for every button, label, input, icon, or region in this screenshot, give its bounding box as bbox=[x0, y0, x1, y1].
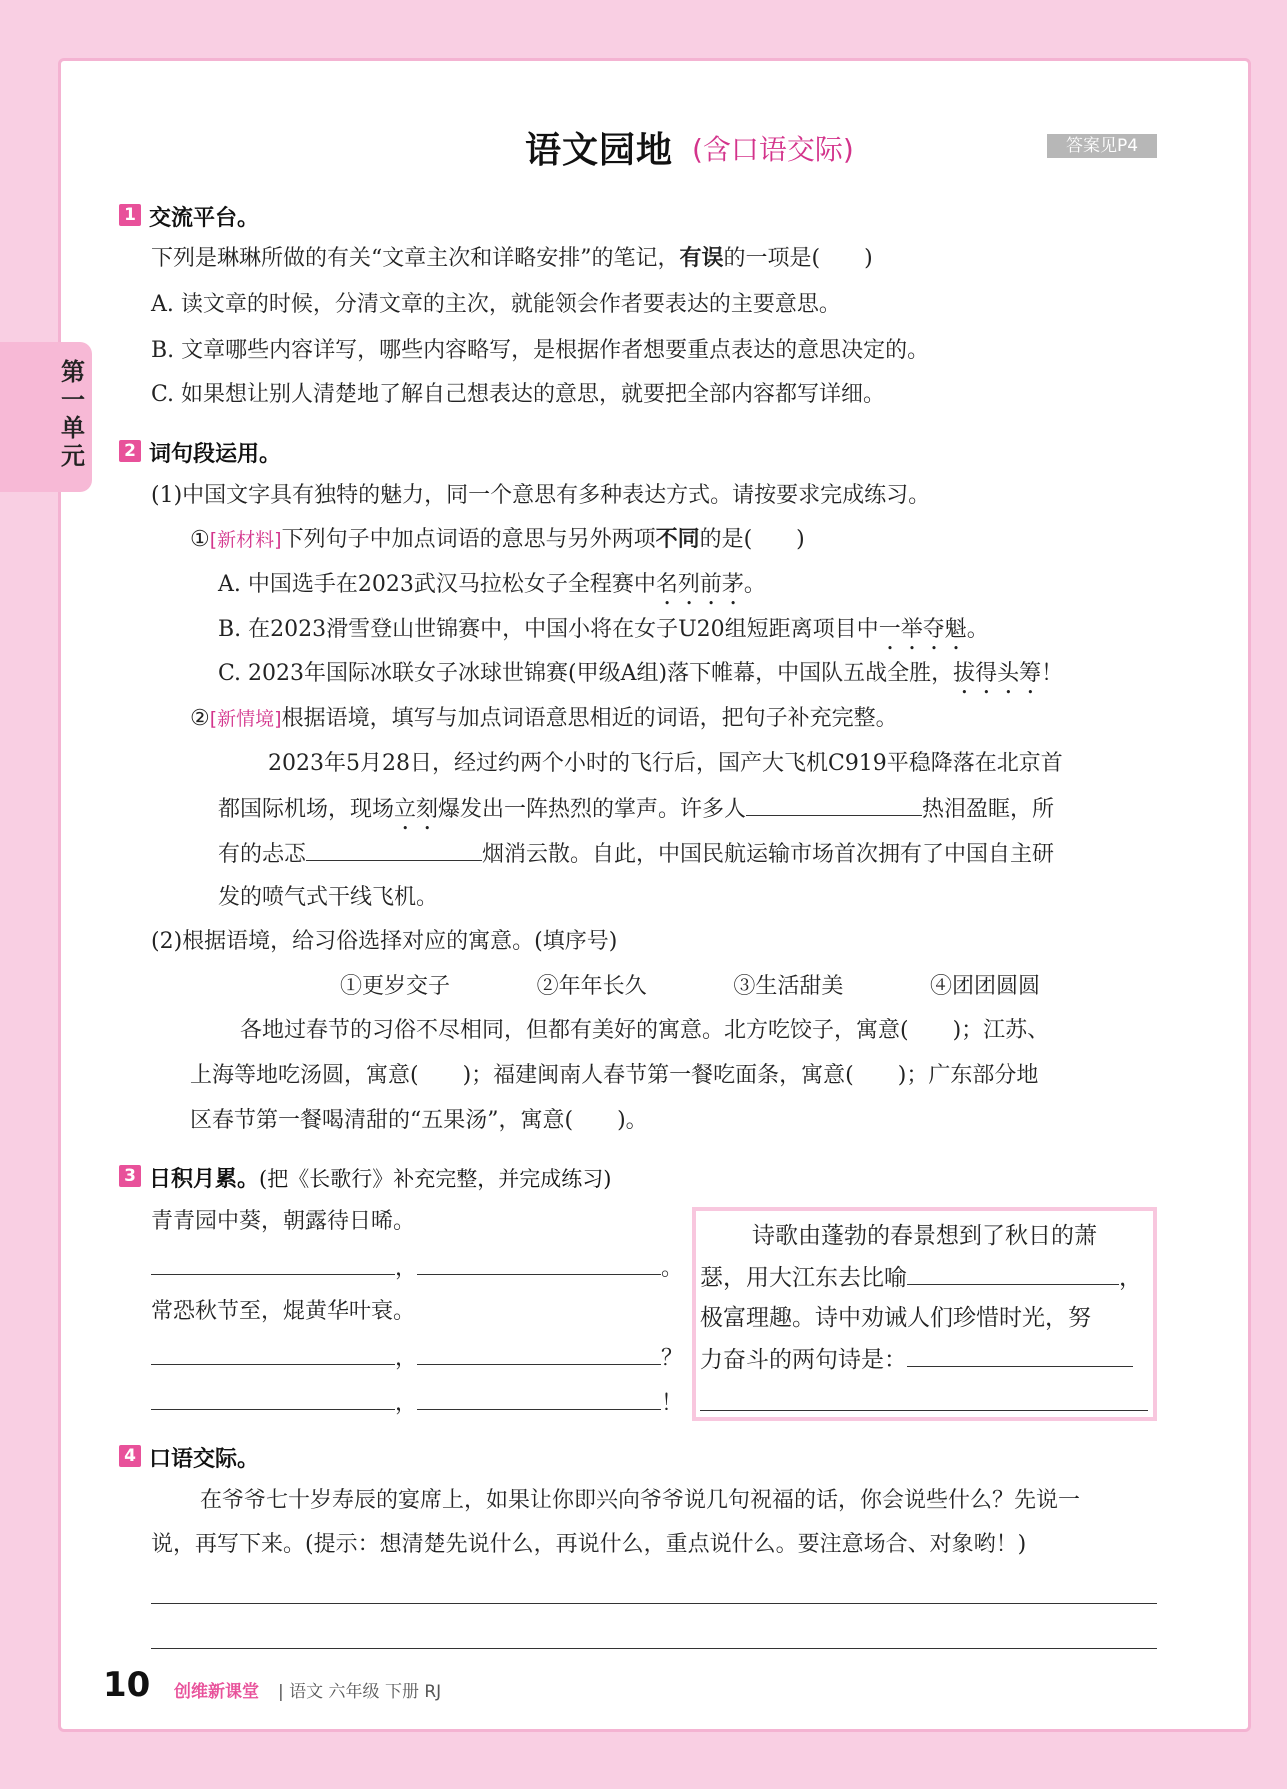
answer-blank[interactable] bbox=[907, 1344, 1133, 1367]
option-c: C. 如果想让别人清楚地了解自己想表达的意思，就要把全部内容都写详细。 bbox=[151, 382, 886, 407]
poem-line-3: 常恐秋节至，焜黄华叶衰。 bbox=[151, 1299, 416, 1324]
sub-option-b: B. 在2023滑雪登山世锦赛中，中国小将在女子U20组短距离项目中一举夺魁。 bbox=[218, 617, 989, 642]
customs-line-1: 各地过春节的习俗不尽相同，但都有美好的寓意。北方吃饺子，寓意( )；江苏、 bbox=[240, 1018, 1050, 1043]
question-number-badge: 2 bbox=[119, 440, 141, 462]
answer-reference-badge: 答案见P4 bbox=[1047, 134, 1157, 158]
poem-blank-line-4: ， ？ bbox=[151, 1342, 683, 1374]
box-line-2: 瑟，用大江东去比喻 ， bbox=[700, 1262, 1142, 1293]
part-2-intro: (2)根据语境，给习俗选择对应的寓意。(填序号) bbox=[151, 929, 618, 954]
page-title: 语文园地 bbox=[525, 130, 674, 171]
question-title: 交流平台。 bbox=[149, 206, 260, 231]
choice-item: ②年年长久 bbox=[536, 974, 647, 999]
page-subtitle: (含口语交际) bbox=[692, 133, 854, 166]
brand-name: 创维新课堂 bbox=[174, 1682, 259, 1702]
customs-line-2: 上海等地吃汤圆，寓意( )；福建闽南人春节第一餐吃面条，寓意( )；广东部分地 bbox=[190, 1063, 1039, 1088]
question-number-badge: 4 bbox=[119, 1445, 141, 1467]
sub-question-2: ②[新情境]根据语境，填写与加点词语意思相近的词语，把句子补充完整。 bbox=[190, 706, 898, 731]
passage-line-3: 有的忐忑 烟消云散。自此，中国民航运输市场首次拥有了中国自主研 bbox=[218, 838, 1054, 870]
passage-line-1: 2023年5月28日，经过约两个小时的飞行后，国产大飞机C919平稳降落在北京首 bbox=[268, 751, 1063, 776]
poem-blank-line-5: ， ！ bbox=[151, 1387, 683, 1419]
unit-side-tab-label: 第一单元 bbox=[61, 358, 85, 470]
poem-line-1: 青青园中葵，朝露待日晞。 bbox=[151, 1209, 416, 1234]
writing-line[interactable] bbox=[151, 1648, 1157, 1649]
passage-line-2: 都国际机场，现场立刻爆发出一阵热烈的掌声。许多人 热泪盈眶，所 bbox=[218, 793, 1054, 835]
customs-line-3: 区春节第一餐喝清甜的“五果汤”，寓意( )。 bbox=[190, 1108, 648, 1133]
question-title: 日积月累。(把《长歌行》补充完整，并完成练习) bbox=[149, 1167, 612, 1192]
box-answer-line[interactable] bbox=[700, 1410, 1148, 1411]
page-number: 10 bbox=[103, 1665, 151, 1705]
poem-blank-line-2: ， 。 bbox=[151, 1252, 683, 1284]
question-title: 词句段运用。 bbox=[149, 442, 282, 467]
question-stem: 下列是琳琳所做的有关“文章主次和详略安排”的笔记，有误的一项是( ) bbox=[151, 246, 873, 271]
option-a: A. 读文章的时候，分清文章的主次，就能领会作者要表达的主要意思。 bbox=[151, 292, 841, 317]
speaking-prompt-line-2: 说，再写下来。(提示：想清楚先说什么，再说什么，重点说什么。要注意场合、对象哟！) bbox=[151, 1532, 1027, 1557]
choice-item: ④团团圆圆 bbox=[929, 974, 1040, 999]
question-title: 口语交际。 bbox=[149, 1447, 260, 1472]
part-1-intro: (1)中国文字具有独特的魅力，同一个意思有多种表达方式。请按要求完成练习。 bbox=[151, 483, 931, 508]
sub-question-1: ①[新材料]下列句子中加点词语的意思与另外两项不同的是( ) bbox=[190, 527, 805, 552]
answer-blank[interactable] bbox=[417, 1252, 661, 1275]
answer-blank[interactable] bbox=[417, 1387, 661, 1410]
box-line-3: 极富理趣。诗中劝诫人们珍惜时光，努 bbox=[700, 1305, 1091, 1331]
choice-item: ③生活甜美 bbox=[733, 974, 844, 999]
choice-item: ①更岁交子 bbox=[340, 974, 451, 999]
writing-line[interactable] bbox=[151, 1603, 1157, 1604]
speaking-prompt-line-1: 在爷爷七十岁寿辰的宴席上，如果让你即兴向爷爷说几句祝福的话，你会说些什么？先说一 bbox=[200, 1488, 1081, 1513]
answer-blank[interactable] bbox=[907, 1262, 1119, 1285]
sub-option-c: C. 2023年国际冰联女子冰球世锦赛(甲级A组)落下帷幕，中国队五战全胜，拔得头筹！ bbox=[218, 661, 1064, 686]
box-line-1: 诗歌由蓬勃的春景想到了秋日的萧 bbox=[752, 1223, 1097, 1249]
answer-blank[interactable] bbox=[151, 1252, 395, 1275]
answer-blank[interactable] bbox=[417, 1342, 661, 1365]
question-number-badge: 3 bbox=[119, 1165, 141, 1187]
option-b: B. 文章哪些内容详写，哪些内容略写，是根据作者想要重点表达的意思决定的。 bbox=[151, 338, 930, 363]
answer-blank[interactable] bbox=[306, 838, 482, 861]
sub-option-a: A. 中国选手在2023武汉马拉松女子全程赛中名列前茅。 bbox=[218, 572, 766, 597]
book-info: | 语文 六年级 下册 RJ bbox=[278, 1682, 442, 1702]
passage-line-4: 发的喷气式干线飞机。 bbox=[218, 885, 439, 910]
custom-choice-list bbox=[340, 972, 1040, 1002]
question-number-badge: 1 bbox=[119, 204, 141, 226]
answer-blank[interactable] bbox=[151, 1387, 395, 1410]
answer-blank[interactable] bbox=[746, 793, 922, 816]
box-line-4: 力奋斗的两句诗是： bbox=[700, 1344, 1133, 1375]
answer-blank[interactable] bbox=[151, 1342, 395, 1365]
